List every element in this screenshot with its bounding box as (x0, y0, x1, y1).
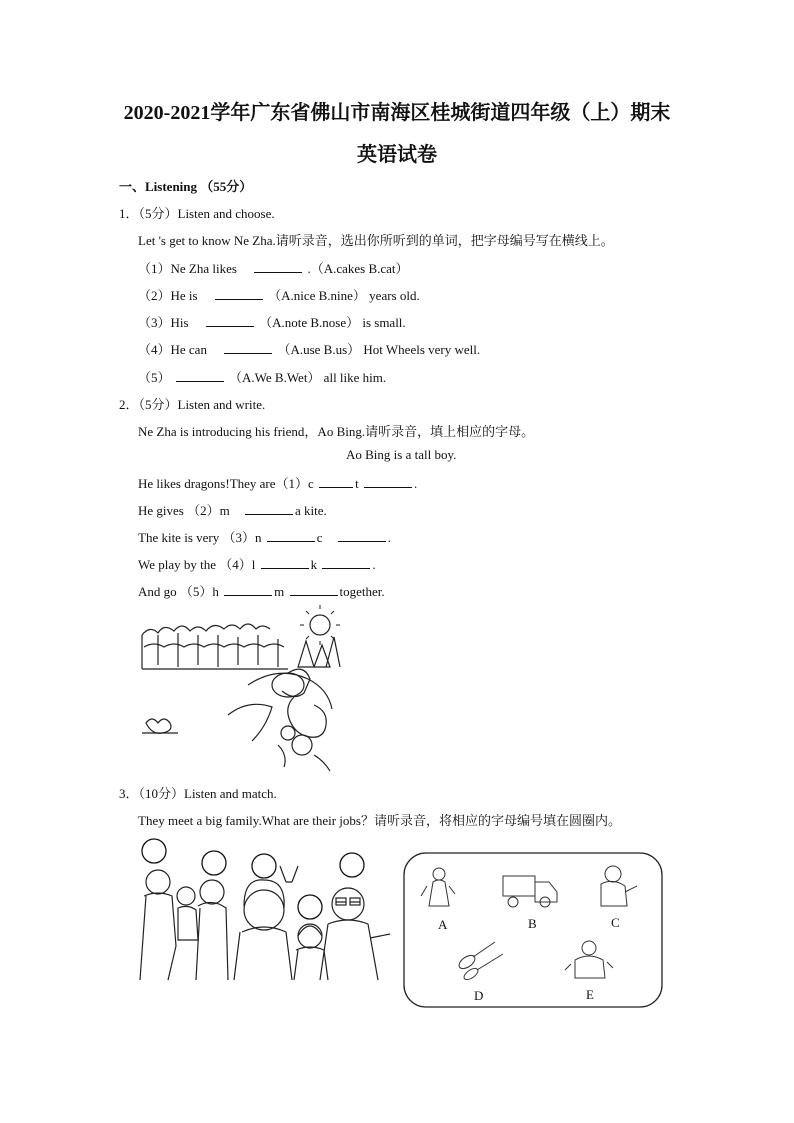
q2-blank-5b[interactable] (290, 583, 338, 596)
q1-blank-5[interactable] (176, 369, 224, 382)
q2-line-2-end: a kite. (294, 503, 327, 518)
q2-blank-1a[interactable] (319, 475, 353, 488)
q2-heading: 2．（5分）Listen and write. (119, 397, 266, 412)
q2-line-3 (138, 527, 391, 546)
utensils-icon (457, 942, 503, 982)
q1-item-3 (138, 312, 406, 331)
doctor-icon (565, 941, 613, 978)
q1-item-1-text: （1）Ne Zha likes (138, 261, 237, 276)
q1-item-2-options: （A.nice B.nine） years old. (268, 288, 420, 303)
q2-center-sentence: Ao Bing is a tall boy. (346, 447, 457, 462)
q2-line-1-text: He likes dragons!They are（1）c (138, 476, 314, 491)
q2-line-4-text: We play by the （4）l (138, 557, 256, 572)
section-listening-heading: 一、Listening （55分） (119, 179, 253, 194)
q2-line-3-end: . (387, 530, 392, 545)
q2-line-1-end: . (413, 476, 418, 491)
park-scene-illustration (138, 605, 342, 775)
q1-blank-1[interactable] (254, 260, 302, 273)
q1-blank-3[interactable] (206, 314, 254, 327)
q1-item-2 (138, 285, 420, 304)
family-illustration (136, 836, 394, 986)
q2-line-2 (138, 500, 327, 519)
worker-icon (601, 866, 637, 906)
q3-instruction: They meet a big family.What are their jobs？请听录音，将相应的字母编号填在圆圈内。 (138, 813, 621, 828)
q2-line-3-text: The kite is very （3）n (138, 530, 262, 545)
job-label-c: C (611, 915, 620, 930)
q2-blank-2[interactable] (245, 502, 293, 515)
q2-line-5-end: together. (339, 584, 385, 599)
q2-blank-3a[interactable] (267, 529, 315, 542)
q2-blank-3b[interactable] (338, 529, 386, 542)
q2-blank-1b[interactable] (364, 475, 412, 488)
q2-blank-5a[interactable] (224, 583, 272, 596)
q1-instruction: Let 's get to know Ne Zha.请听录音，选出你所听到的单词，把字母编号写在横线上。 (138, 233, 614, 248)
q1-heading: 1．（5分）Listen and choose. (119, 206, 275, 221)
q2-blank-4b[interactable] (322, 556, 370, 569)
q2-line-5-text: And go （5）h (138, 584, 219, 599)
q2-instruction: Ne Zha is introducing his friend，Ao Bing.请听录音，填上相应的字母。 (138, 424, 535, 439)
job-label-b: B (528, 916, 537, 931)
q2-line-5-letter: m (274, 584, 285, 599)
q1-item-1-options: .（A.cakes B.cat） (307, 261, 409, 276)
q2-line-1-letter: t (355, 476, 359, 491)
q1-item-3-text: （3）His (138, 315, 189, 330)
q1-item-1 (138, 258, 409, 277)
job-label-d: D (474, 988, 484, 1003)
q1-item-5 (138, 367, 386, 386)
chef-icon (421, 868, 455, 906)
q1-item-3-options: （A.note B.nose） is small. (259, 315, 406, 330)
q1-blank-4[interactable] (224, 341, 272, 354)
q1-item-4-text: （4）He can (138, 342, 207, 357)
q2-line-2-text: He gives （2）m (138, 503, 230, 518)
q2-line-1 (138, 473, 417, 492)
q2-line-4-end: . (372, 557, 376, 572)
q2-line-5 (138, 581, 385, 600)
q2-line-4 (138, 554, 376, 573)
q1-blank-2[interactable] (215, 287, 263, 300)
q2-line-3-letter: c (316, 530, 323, 545)
answer-circle-3[interactable] (252, 854, 276, 878)
page-title: 2020-2021学年广东省佛山市南海区桂城街道四年级（上）期末 (123, 102, 671, 124)
q1-item-5-text: （5） (138, 370, 171, 385)
q2-blank-4a[interactable] (261, 556, 309, 569)
q1-item-5-options: （A.We B.Wet） all like him. (229, 370, 387, 385)
answer-circle-2[interactable] (202, 851, 226, 875)
answer-circle-5[interactable] (298, 895, 322, 919)
q2-line-4-letter: k (310, 557, 318, 572)
q1-item-4-options: （A.use B.us） Hot Wheels very well. (277, 342, 481, 357)
answer-circle-1[interactable] (142, 839, 166, 863)
job-label-a: A (438, 917, 448, 932)
answer-circle-4[interactable] (340, 853, 364, 877)
page-subtitle: 英语试卷 (357, 144, 437, 166)
q3-heading: 3．（10分）Listen and match. (119, 786, 277, 801)
truck-icon (503, 876, 557, 907)
job-label-e: E (586, 987, 594, 1002)
q1-item-4 (138, 339, 480, 358)
q1-item-2-text: （2）He is (138, 288, 198, 303)
